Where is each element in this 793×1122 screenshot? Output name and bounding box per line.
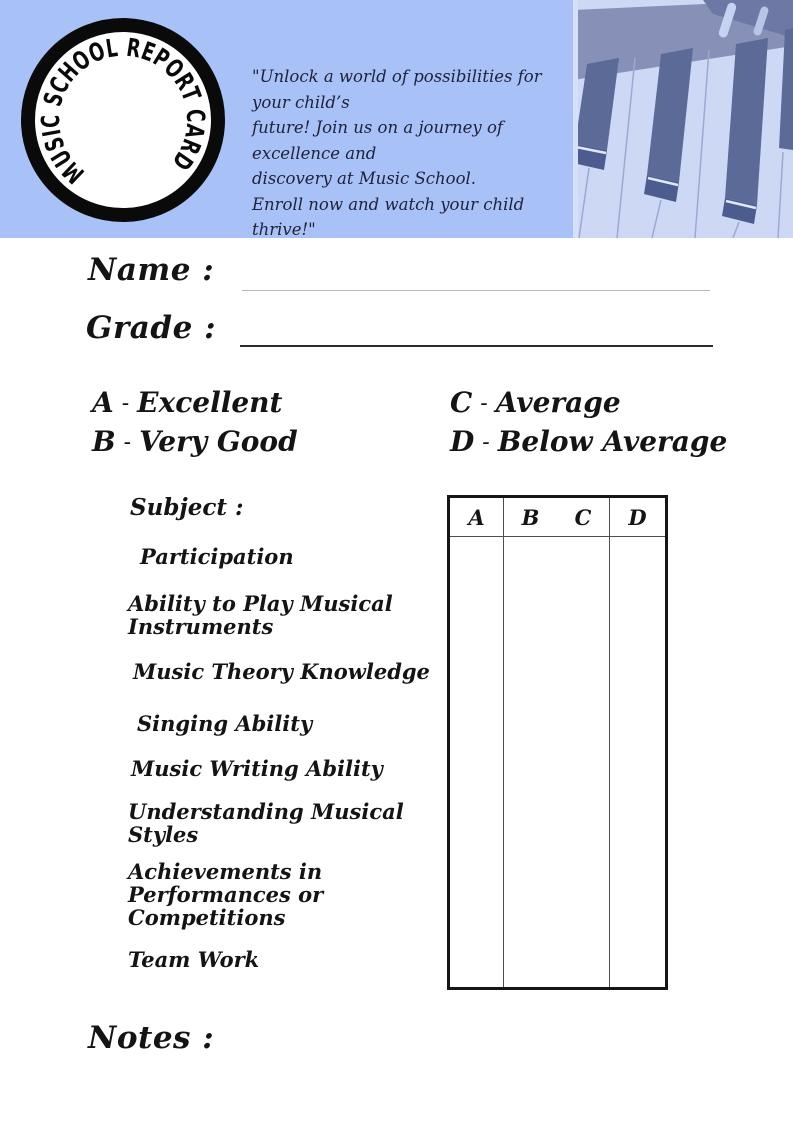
notes-input-area[interactable] <box>88 1065 708 1115</box>
subject-item: Ability to Play Musical Instruments <box>128 591 393 639</box>
legend-separator: - <box>123 430 132 455</box>
enrollment-quote <box>252 64 582 243</box>
grade-col-header-c: C <box>574 504 592 530</box>
quote-line: Enroll now and watch your child thrive!" <box>252 194 525 239</box>
subject-item: Singing Ability <box>137 711 313 736</box>
notes-heading: Notes : <box>88 1020 215 1056</box>
quote-line: discovery at Music School. <box>252 169 477 188</box>
legend-letter: C <box>450 386 473 419</box>
subject-item: Understanding Musical Styles <box>128 799 404 847</box>
grade-cells-column-bc[interactable] <box>503 537 610 987</box>
legend-letter: A <box>92 386 114 419</box>
subject-item: Achievements in Performances or Competitions <box>128 859 324 930</box>
legend-item-c <box>450 386 621 419</box>
legend-letter: B <box>92 425 116 458</box>
piano-keys-image <box>573 0 793 238</box>
subject-item: Participation <box>140 544 294 569</box>
legend-meaning: Very Good <box>139 425 298 458</box>
legend-item-d <box>450 425 727 458</box>
legend-separator: - <box>480 391 488 416</box>
grade-cells-column-d[interactable] <box>610 537 665 987</box>
legend-item-a <box>92 386 282 419</box>
subject-item: Team Work <box>128 947 260 972</box>
legend-meaning: Below Average <box>497 425 728 458</box>
grade-table <box>447 495 668 990</box>
subject-item: Music Theory Knowledge <box>133 659 430 684</box>
legend-meaning: Average <box>495 386 621 419</box>
grade-col-header-a: A <box>468 504 485 530</box>
logo-circular-text: MUSIC SCHOOL REPORT CARD <box>35 32 211 190</box>
quote-line: "Unlock a world of possibilities for your child’s <box>252 67 542 112</box>
subject-item: Music Writing Ability <box>131 756 383 781</box>
grade-col-header-d: D <box>628 504 647 530</box>
subject-list <box>128 540 458 971</box>
grade-col-header-b: B <box>521 504 540 530</box>
grade-label: Grade : <box>86 310 217 346</box>
name-label: Name : <box>88 252 215 288</box>
grade-table-body <box>450 537 665 987</box>
grade-col-header-bc <box>503 498 610 536</box>
grade-cells-column-a[interactable] <box>450 537 503 987</box>
quote-line: future! Join us on a journey of excellence and <box>252 118 504 163</box>
legend-letter: D <box>450 425 475 458</box>
name-input-line[interactable] <box>242 276 710 291</box>
grade-table-header <box>450 498 665 537</box>
header-band <box>0 0 793 238</box>
legend-item-b <box>92 425 298 458</box>
subject-heading: Subject : <box>130 494 244 521</box>
grade-input-line[interactable] <box>240 331 713 347</box>
music-school-logo-badge <box>20 17 226 223</box>
legend-meaning: Excellent <box>137 386 283 419</box>
legend-separator: - <box>482 430 490 455</box>
legend-separator: - <box>121 391 130 416</box>
